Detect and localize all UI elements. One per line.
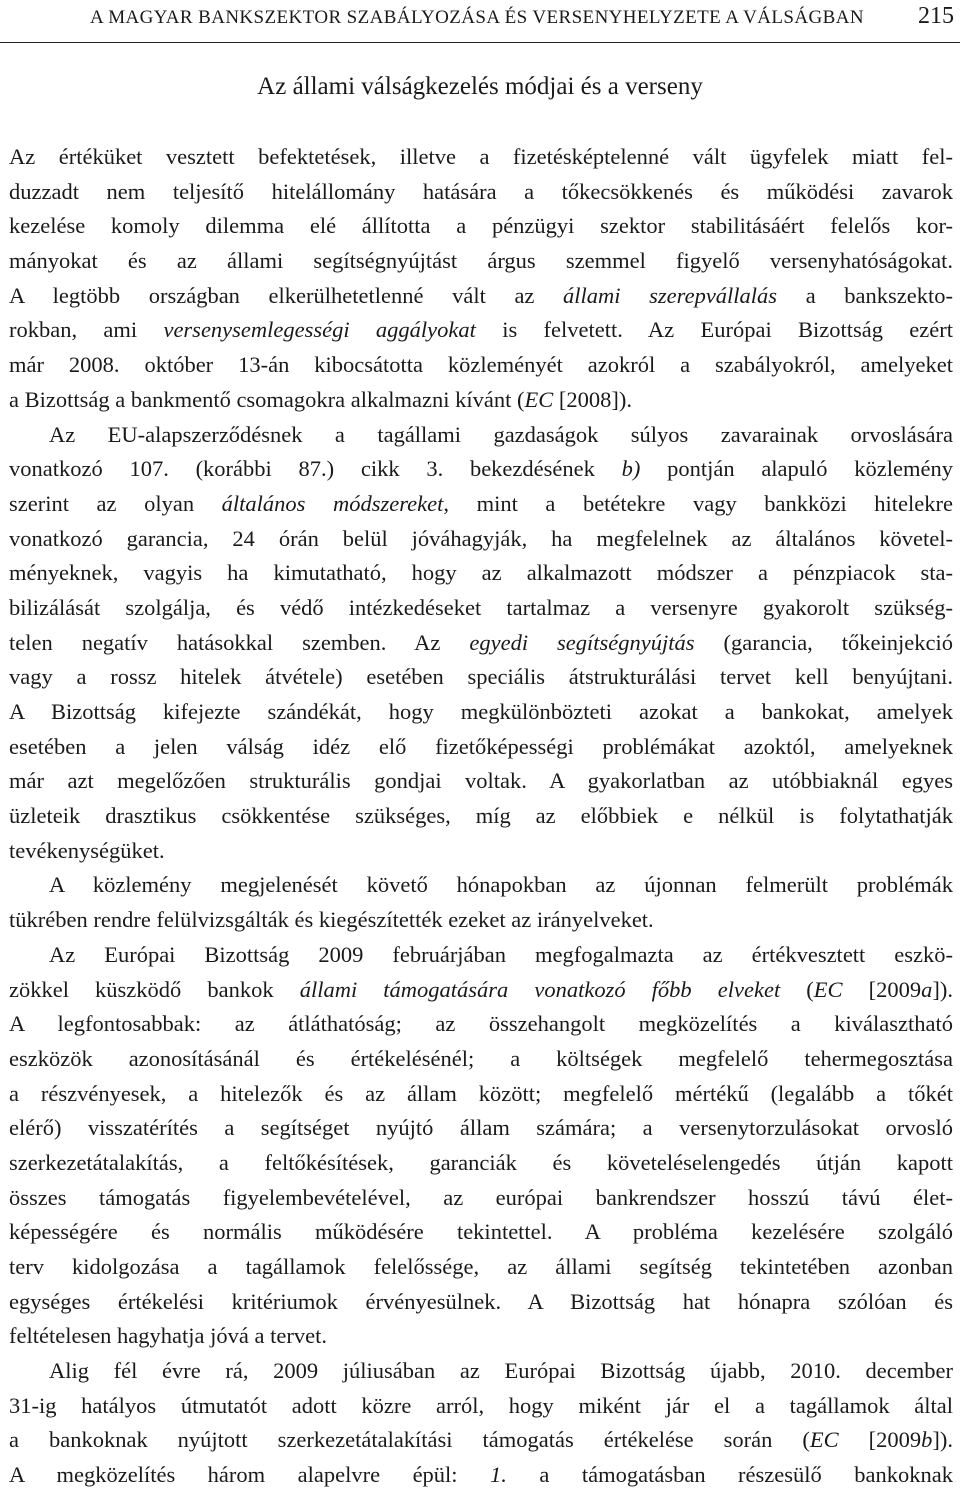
text-line bbox=[9, 799, 953, 834]
page-number: 215 bbox=[918, 3, 954, 29]
text-run: zökkel küszködő bankok bbox=[9, 976, 300, 1002]
text-run: telen negatív hatásokkal szemben. Az bbox=[9, 629, 470, 655]
italic-text-run: versenysemlegességi aggályokat bbox=[163, 317, 476, 343]
text-line bbox=[9, 1319, 953, 1354]
text-line bbox=[9, 244, 953, 279]
text-run: egységes értékelési kritériumok érvényesülnek. A Bizottság hat hónapra szólóan és bbox=[9, 1288, 953, 1314]
text-line bbox=[9, 660, 953, 695]
text-run: a részvényesek, a hitelezők és az állam között; megfelelő mértékű (legalább a tőkét bbox=[9, 1080, 953, 1106]
section-title: Az állami válságkezelés módjai és a verseny bbox=[257, 73, 703, 100]
text-line bbox=[9, 938, 953, 973]
italic-text-run: állami szerepvállalás bbox=[563, 282, 778, 308]
text-run: vonatkozó 107. (korábbi 87.) cikk 3. bekezdésének bbox=[9, 456, 622, 482]
text-run: szerkezetátalakítás, a feltőkésítések, garanciák és követeléselengedés útján kapott bbox=[9, 1149, 953, 1175]
italic-text-run: b) bbox=[621, 456, 641, 482]
text-run: már azt megelőzően strukturális gondjai voltak. A gyakorlatban az utóbbiaknál egyes bbox=[9, 768, 953, 794]
text-run: rokban, ami bbox=[9, 317, 164, 343]
text-run: a bankszekto- bbox=[777, 282, 953, 308]
text-run: vonatkozó garancia, 24 órán belül jóváhagyják, ha megfelelnek az általános követel- bbox=[9, 525, 953, 551]
text-run: tükrében rendre felülvizsgálták és kiegészítették ezeket az irányelveket. bbox=[9, 907, 654, 933]
text-run: ( bbox=[780, 976, 814, 1002]
text-run: elérő) visszatérítés a segítséget nyújtó állam számára; a versenytorzulásokat orvosló bbox=[9, 1115, 953, 1141]
text-line bbox=[9, 903, 953, 938]
text-run: szerint az olyan bbox=[9, 490, 222, 516]
text-line bbox=[9, 591, 953, 626]
italic-text-run: a bbox=[921, 976, 933, 1002]
italic-text-run: általános módszereket bbox=[221, 490, 444, 516]
italic-text-run: EC bbox=[524, 386, 554, 412]
text-line bbox=[9, 140, 953, 175]
text-run: pontján alapuló közlemény bbox=[640, 456, 953, 482]
italic-text-run: egyedi segítségnyújtás bbox=[469, 629, 695, 655]
text-line bbox=[9, 1077, 953, 1112]
text-run: is felvetett. Az Európai Bizottság ezért bbox=[475, 317, 953, 343]
text-line bbox=[9, 1458, 953, 1493]
text-line bbox=[9, 383, 953, 418]
text-run: a bankoknak nyújtott szerkezetátalakítási támogatás értékelése során ( bbox=[9, 1427, 810, 1453]
text-run: A megközelítés három alapelvre épül: bbox=[9, 1462, 491, 1488]
text-line bbox=[9, 175, 953, 210]
text-line bbox=[9, 313, 953, 348]
text-run: Az EU-alapszerződésnek a tagállami gazdaságok súlyos zavarainak orvoslására bbox=[49, 421, 953, 447]
text-run: (garancia, tőkeinjekció bbox=[694, 629, 953, 655]
text-line bbox=[9, 1423, 953, 1458]
text-run: Alig fél évre rá, 2009 júliusában az Európai Bizottság újabb, 2010. december bbox=[49, 1358, 953, 1384]
text-run: A közlemény megjelenését követő hónapokban az újonnan felmerült problémák bbox=[49, 872, 953, 898]
text-run: bilizálását szolgálja, és védő intézkedéseket tartalmaz a versenyre gyakorolt szükség- bbox=[9, 594, 953, 620]
text-line bbox=[9, 764, 953, 799]
text-run: [2009 bbox=[842, 976, 922, 1002]
text-run: , mint a betétekre vagy bankközi hitelekre bbox=[443, 490, 953, 516]
text-run: képességére és normális működésére tekintettel. A probléma kezelésére szolgáló bbox=[9, 1219, 953, 1245]
text-line bbox=[9, 626, 953, 661]
text-line bbox=[9, 452, 953, 487]
text-line bbox=[9, 1250, 953, 1285]
text-line bbox=[9, 1389, 953, 1424]
text-line bbox=[9, 1111, 953, 1146]
text-line bbox=[9, 1285, 953, 1320]
text-run: mányokat és az állami segítségnyújtást árgus szemmel figyelő versenyhatóságokat. bbox=[9, 248, 953, 274]
text-run: Az értéküket vesztett befektetések, illetve a fizetésképtelenné vált ügyfelek miatt fel- bbox=[9, 144, 953, 169]
italic-text-run: b bbox=[921, 1427, 933, 1453]
text-run: tevékenységüket. bbox=[9, 837, 165, 863]
text-line bbox=[9, 209, 953, 244]
italic-text-run: EC bbox=[813, 976, 843, 1002]
text-run: a támogatásban részesülő bankoknak bbox=[506, 1462, 953, 1488]
text-run: Az Európai Bizottság 2009 februárjában megfogalmazta az értékvesztett eszkö- bbox=[49, 941, 953, 967]
text-line bbox=[9, 1146, 953, 1181]
text-run: [2009 bbox=[838, 1427, 922, 1453]
text-run: már 2008. október 13-án kibocsátotta közleményét azokról a szabályokról, amelyeket bbox=[9, 352, 953, 378]
text-run: terv kidolgozása a tagállamok felelőssége, az állami segítség tekintetében azonban bbox=[9, 1254, 953, 1279]
text-run: A legfontosabbak: az átláthatóság; az összehangolt megközelítés a kiválasztható bbox=[9, 1011, 953, 1037]
text-line bbox=[9, 556, 953, 591]
text-run: A legtöbb országban elkerülhetetlenné vált az bbox=[9, 282, 564, 308]
text-run: eszközök azonosításánál és értékelésénél; a költségek megfelelő tehermegosztása bbox=[9, 1045, 953, 1071]
text-run: 31-ig hatályos útmutatót adott közre arról, hogy miként jár el a tagállamok által bbox=[9, 1392, 953, 1418]
text-line bbox=[9, 1181, 953, 1216]
text-line bbox=[9, 522, 953, 557]
italic-text-run: EC bbox=[809, 1427, 839, 1453]
text-run: ményeknek, vagyis ha kimutatható, hogy az alkalmazott módszer a pénzpiacok sta- bbox=[9, 560, 953, 586]
text-line bbox=[9, 973, 953, 1008]
text-line bbox=[9, 1215, 953, 1250]
text-run: A Bizottság kifejezte szándékát, hogy megkülönbözteti azokat a bankokat, amelyek bbox=[9, 699, 953, 724]
text-line bbox=[9, 695, 953, 730]
running-title: A MAGYAR BANKSZEKTOR SZABÁLYOZÁSA ÉS VERSENYHELYZETE A VÁLSÁGBAN bbox=[90, 7, 864, 28]
text-line bbox=[9, 418, 953, 453]
text-run: kezelése komoly dilemma elé állította a pénzügyi szektor stabilitásáért felelős kor- bbox=[9, 213, 953, 239]
italic-text-run: állami támogatására vonatkozó főbb elveket bbox=[299, 976, 781, 1002]
text-line bbox=[9, 868, 953, 903]
body-text bbox=[9, 140, 953, 1493]
text-run: a Bizottság a bankmentő csomagokra alkalmazni kívánt ( bbox=[9, 386, 525, 412]
text-run: duzzadt nem teljesítő hitelállomány hatására a tőkecsökkenés és működési zavarok bbox=[9, 178, 953, 204]
text-run: [2008]). bbox=[553, 386, 632, 412]
text-run: ]). bbox=[932, 976, 953, 1002]
text-line bbox=[9, 487, 953, 522]
text-line bbox=[9, 1007, 953, 1042]
text-run: feltételesen hagyhatja jóvá a tervet. bbox=[9, 1323, 327, 1349]
text-run: ]). bbox=[932, 1427, 953, 1453]
page-header bbox=[0, 0, 960, 43]
text-run: összes támogatás figyelembevételével, az európai bankrendszer hosszú távú élet- bbox=[9, 1184, 953, 1210]
text-run: esetében a jelen válság idéz elő fizetőképességi problémákat azoktól, amelyeknek bbox=[9, 733, 953, 759]
text-line bbox=[9, 1354, 953, 1389]
text-line bbox=[9, 834, 953, 869]
text-line bbox=[9, 348, 953, 383]
text-run: vagy a rossz hitelek átvétele) esetében speciális átstrukturálási tervet kell benyújtani. bbox=[9, 664, 953, 690]
text-run: üzleteik drasztikus csökkentése szükséges, míg az előbbiek e nélkül is folytathatják bbox=[9, 803, 953, 829]
text-line bbox=[9, 1042, 953, 1077]
text-line bbox=[9, 730, 953, 765]
text-line bbox=[9, 279, 953, 314]
italic-text-run: 1. bbox=[490, 1462, 507, 1488]
